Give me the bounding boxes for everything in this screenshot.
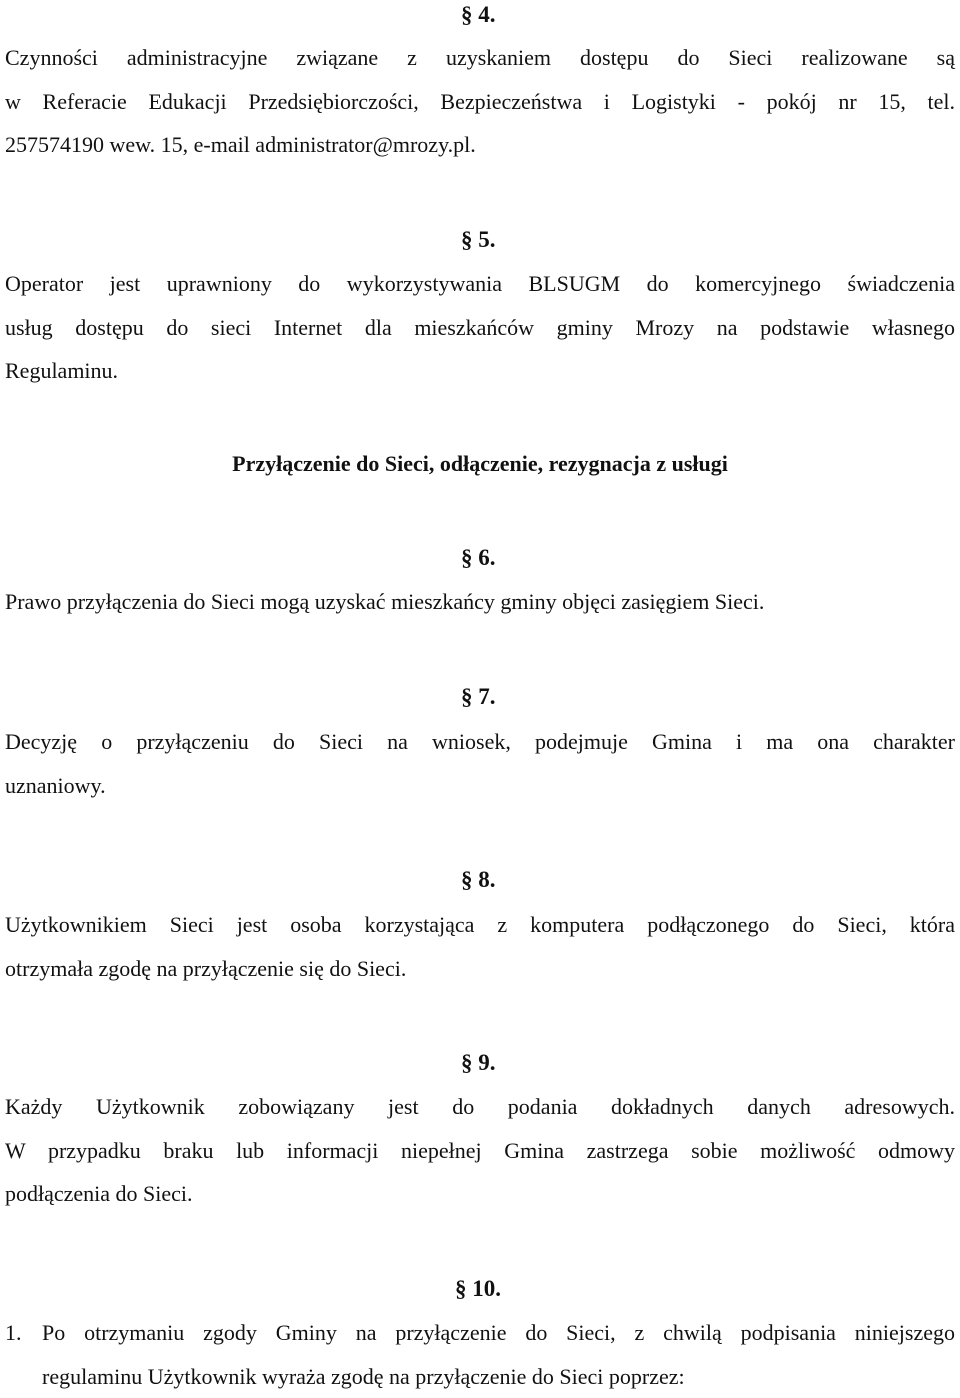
- paragraph-line: podłączenia do Sieci.: [5, 1172, 955, 1216]
- paragraph-line: w Referacie Edukacji Przedsiębiorczości, Bezpieczeństwa i Logistyki - pokój nr 15, tel.: [5, 80, 955, 124]
- paragraph-line: Regulaminu.: [5, 349, 955, 393]
- paragraph-5: [5, 262, 955, 393]
- paragraph-line: Użytkownikiem Sieci jest osoba korzystająca z komputera podłączonego do Sieci, która: [5, 903, 955, 947]
- paragraph-line: regulaminu Użytkownik wyraża zgodę na przyłączenie do Sieci poprzez:: [42, 1355, 955, 1398]
- paragraph-line: W przypadku braku lub informacji niepełnej Gmina zastrzega sobie możliwość odmowy: [5, 1129, 955, 1173]
- paragraph-line: usług dostępu do sieci Internet dla mieszkańców gminy Mrozy na podstawie własnego: [5, 306, 955, 350]
- paragraph-line: Prawo przyłączenia do Sieci mogą uzyskać mieszkańcy gminy objęci zasięgiem Sieci.: [5, 580, 955, 624]
- section-mark-8: § 8.: [461, 866, 496, 894]
- paragraph-9: [5, 1085, 955, 1216]
- section-mark-9: § 9.: [461, 1049, 496, 1077]
- paragraph-7: [5, 720, 955, 807]
- paragraph-line: Każdy Użytkownik zobowiązany jest do podania dokładnych danych adresowych.: [5, 1085, 955, 1129]
- list-item-body: [42, 1311, 955, 1398]
- paragraph-line: otrzymała zgodę na przyłączenie się do Sieci.: [5, 947, 955, 991]
- paragraph-line: uznaniowy.: [5, 764, 955, 808]
- section-mark-10: § 10.: [455, 1275, 501, 1303]
- paragraph-line: Decyzję o przyłączeniu do Sieci na wniosek, podejmuje Gmina i ma ona charakter: [5, 720, 955, 764]
- list-item-number: 1.: [5, 1311, 22, 1355]
- section-mark-6: § 6.: [461, 544, 496, 572]
- chapter-heading: Przyłączenie do Sieci, odłączenie, rezygnacja z usługi: [0, 450, 960, 478]
- paragraph-line: Po otrzymaniu zgody Gminy na przyłączenie do Sieci, z chwilą podpisania niniejszego: [42, 1311, 955, 1355]
- paragraph-8: [5, 903, 955, 990]
- paragraph-6: [5, 580, 955, 624]
- paragraph-line: Operator jest uprawniony do wykorzystywania BLSUGM do komercyjnego świadczenia: [5, 262, 955, 306]
- section-mark-7: § 7.: [461, 683, 496, 711]
- paragraph-line: 257574190 wew. 15, e-mail administrator@mrozy.pl.: [5, 123, 955, 167]
- section-mark-5: § 5.: [461, 226, 496, 254]
- paragraph-4: [5, 36, 955, 167]
- section-mark-4: § 4.: [461, 1, 496, 29]
- paragraph-line: Czynności administracyjne związane z uzyskaniem dostępu do Sieci realizowane są: [5, 36, 955, 80]
- list-item: [5, 1311, 955, 1398]
